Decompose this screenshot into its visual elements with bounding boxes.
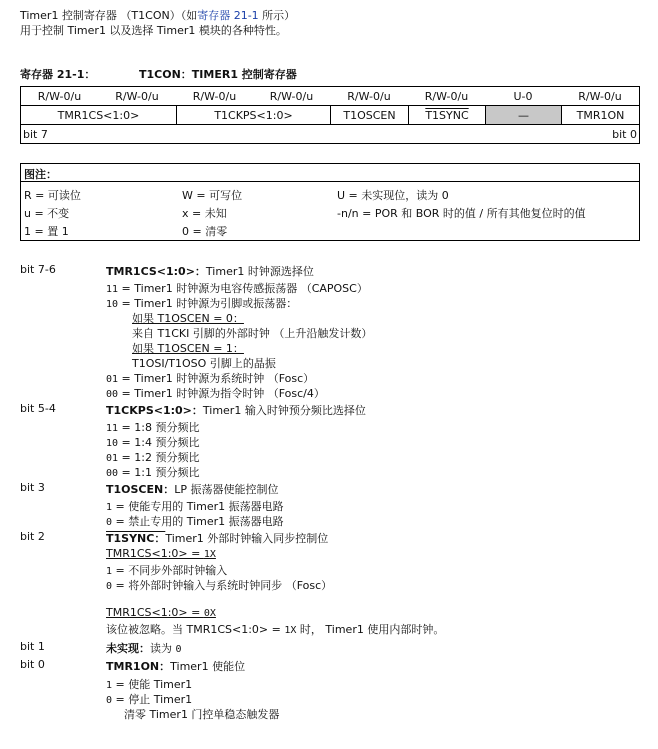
bit54-desc: Timer1 输入时钟预分频比选择位: [202, 404, 366, 417]
code: 00: [106, 468, 119, 479]
bit0-opt1: [106, 676, 192, 692]
code: 0: [106, 581, 113, 592]
field-t1oscen: T1OSCEN: [330, 106, 408, 124]
bit3-heading: [106, 481, 279, 497]
text: = 1:2 预分频比: [118, 451, 200, 464]
field-row: [21, 105, 639, 124]
bit76-opt01: [106, 370, 314, 386]
code: 10: [106, 299, 119, 310]
text: 时， Timer1 使用内部时钟。: [296, 623, 445, 636]
bit2-name: T1SYNC：: [106, 532, 166, 545]
bit2-opt1: [106, 562, 227, 578]
bit-right-label: bit 0: [612, 127, 637, 141]
bit54-name: T1CKPS<1:0>：: [106, 404, 203, 417]
text: = 禁止专用的 Timer1 振荡器电路: [112, 515, 284, 528]
intro-text: Timer1 控制寄存器 （T1CON）（如: [20, 9, 198, 22]
bit2-cond-0x: [106, 606, 216, 619]
code: 1: [106, 680, 113, 691]
bit2-cond-1x: [106, 547, 216, 560]
bit1-heading: [106, 640, 182, 656]
code: 00: [106, 389, 119, 400]
text: = 1:1 预分频比: [118, 466, 200, 479]
cond-prefix: TMR1CS<1:0> =: [106, 606, 204, 619]
field-tmr1on: TMR1ON: [561, 106, 639, 124]
legend-box: [20, 163, 640, 241]
access-bit2: R/W-0/u: [424, 89, 469, 103]
legend-title-bar: [21, 164, 639, 182]
bit3-desc: LP 振荡器使能控制位: [174, 483, 279, 496]
text: = 1:8 预分频比: [118, 421, 200, 434]
code: 1: [106, 566, 113, 577]
legend-u-unchanged: u = 不变: [24, 207, 70, 220]
bit76-desc: Timer1 时钟源选择位: [205, 265, 314, 278]
bit0-heading: [106, 658, 245, 674]
bit54-heading: [106, 402, 366, 418]
text: = Timer1 时钟源为电容传感振荡器 （CAPOSC）: [118, 282, 368, 295]
bit76-if0-text: 来自 T1CKI 引脚的外部时钟 （上升沿触发计数）: [132, 327, 373, 340]
field-t1sync: [408, 106, 485, 124]
code: 1X: [284, 625, 297, 636]
code: 11: [106, 423, 119, 434]
access-bit4: R/W-0/u: [269, 89, 314, 103]
bit2-label: bit 2: [20, 530, 45, 543]
text: = 停止 Timer1: [112, 693, 193, 706]
text: = Timer1 时钟源为系统时钟 （Fosc）: [118, 372, 315, 385]
bit-index-row: [21, 124, 639, 143]
bit2-opt0: [106, 577, 332, 593]
access-bit1: U-0: [513, 89, 533, 103]
intro-line-1: [20, 7, 295, 23]
bit0-name: TMR1ON：: [106, 660, 171, 673]
text: 该位被忽略。当 TMR1CS<1:0> =: [106, 623, 285, 636]
bit3-opt1: [106, 498, 284, 514]
t1sync-label: T1SYNC: [425, 108, 469, 122]
access-bit7: R/W-0/u: [37, 89, 82, 103]
bit3-opt0: [106, 513, 284, 529]
bit76-opt00: [106, 385, 325, 401]
bit76-if1-text: T1OSI/T1OSO 引脚上的晶振: [132, 357, 276, 370]
legend-zero: 0 = 清零: [182, 225, 228, 238]
legend-w: W = 可写位: [182, 189, 243, 202]
bit-left-label: bit 7: [23, 127, 48, 141]
bit76-if-t1oscen-1: 如果 T1OSCEN = 1：: [132, 342, 244, 355]
intro-line-2: 用于控制 Timer1 以及选择 Timer1 模块的各种特性。: [20, 24, 287, 37]
register-link[interactable]: 寄存器 21-1: [197, 9, 259, 22]
access-bit0: R/W-0/u: [578, 89, 622, 103]
legend-r: R = 可读位: [24, 189, 81, 202]
text: = 不同步外部时钟输入: [112, 564, 228, 577]
field-tmr1cs: TMR1CS<1:0>: [57, 108, 140, 122]
field-unimplemented: —: [485, 106, 561, 124]
bit1-name: 未实现：: [106, 642, 150, 655]
bit0-desc: Timer1 使能位: [170, 660, 246, 673]
code: 10: [106, 438, 119, 449]
text: = 将外部时钟输入与系统时钟同步 （Fosc）: [112, 579, 333, 592]
bit2-ignore-note: [106, 621, 444, 637]
code: 01: [106, 374, 119, 385]
bit2-heading: [106, 530, 328, 546]
access-bit5: R/W-0/u: [192, 89, 237, 103]
bit1-code: 0: [175, 644, 182, 655]
bit76-name: TMR1CS<1:0>：: [106, 265, 206, 278]
bit3-name: T1OSCEN：: [106, 483, 175, 496]
cond-prefix: TMR1CS<1:0> =: [106, 547, 204, 560]
access-bit3: R/W-0/u: [347, 89, 391, 103]
legend-nn: -n/n = POR 和 BOR 时的值 / 所有其他复位时的值: [337, 207, 586, 220]
access-row: [21, 87, 639, 105]
bit1-desc: 读为: [150, 642, 176, 655]
text: = 1:4 预分频比: [118, 436, 200, 449]
code: 1: [106, 502, 113, 513]
bit54-opt00: [106, 464, 199, 480]
intro-text-suffix: 所示）: [258, 9, 296, 22]
text: = Timer1 时钟源为引脚或振荡器：: [118, 297, 298, 310]
bit0-opt0: [106, 691, 192, 707]
cond-code: 0X: [203, 608, 216, 619]
bit3-label: bit 3: [20, 481, 45, 494]
legend-one: 1 = 置 1: [24, 225, 69, 238]
bit0-label: bit 0: [20, 658, 45, 671]
bit1-label: bit 1: [20, 640, 45, 653]
bit76-opt11: [106, 280, 368, 296]
bit76-opt10: [106, 295, 297, 311]
text: = Timer1 时钟源为指令时钟 （Fosc/4）: [118, 387, 325, 400]
register-caption-title: T1CON：TIMER1 控制寄存器: [139, 68, 297, 81]
code: 0: [106, 517, 113, 528]
bit76-label: bit 7-6: [20, 263, 56, 276]
legend-title: 图注：: [24, 168, 57, 181]
code: 11: [106, 284, 119, 295]
text: = 使能专用的 Timer1 振荡器电路: [112, 500, 284, 513]
text: = 使能 Timer1: [112, 678, 193, 691]
bit54-opt10: [106, 434, 199, 450]
legend-u-unimplemented: U = 未实现位，读为 0: [337, 189, 449, 202]
bit54-opt01: [106, 449, 199, 465]
bit76-if-t1oscen-0: 如果 T1OSCEN = 0：: [132, 312, 244, 325]
bit54-opt11: [106, 419, 199, 435]
code: 0: [106, 695, 113, 706]
bit76-heading: [106, 263, 314, 279]
register-caption-label: 寄存器 21-1：: [20, 68, 96, 81]
register-table: [20, 86, 640, 144]
bit0-clear-note: 清零 Timer1 门控单稳态触发器: [124, 708, 280, 721]
cond-code: 1X: [203, 549, 216, 560]
bit2-desc: Timer1 外部时钟输入同步控制位: [165, 532, 329, 545]
legend-x: x = 未知: [182, 207, 227, 220]
code: 01: [106, 453, 119, 464]
field-t1ckps: T1CKPS<1:0>: [176, 106, 330, 124]
bit54-label: bit 5-4: [20, 402, 56, 415]
access-bit6: R/W-0/u: [115, 89, 159, 103]
